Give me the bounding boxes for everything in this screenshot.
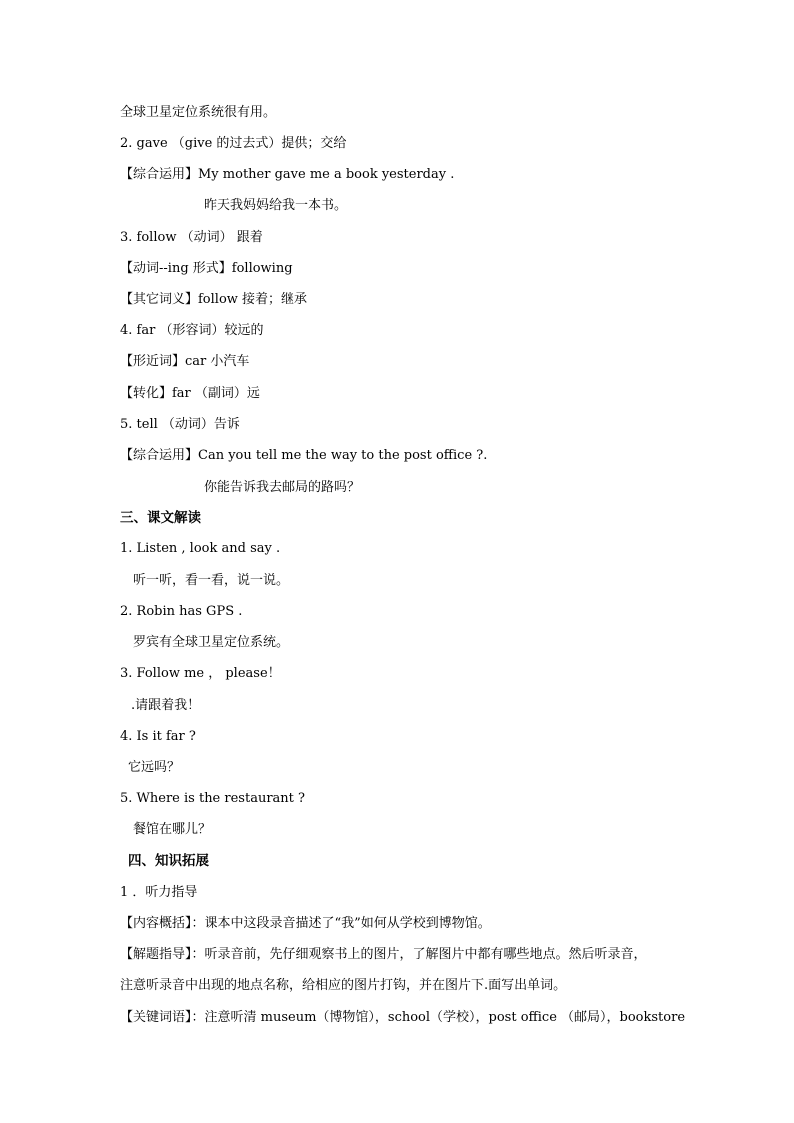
- subsection-heading-listening: 1 ．听力指导: [120, 885, 198, 900]
- vocab-item-follow: 3. follow （动词） 跟着: [120, 230, 263, 245]
- sentence-line: 1. Listen , look and say .: [120, 541, 281, 556]
- sentence-line: 2. Robin has GPS .: [120, 604, 243, 619]
- vocab-item-tell: 5. tell （动词）告诉: [120, 417, 240, 432]
- translation-line: 昨天我妈妈给我一本书。: [204, 198, 348, 213]
- solving-guide-line: 【解题指导】：听录音前，先仔细观察书上的图片，了解图片中都有哪些地点。然后听录音，: [120, 947, 647, 962]
- conversion-line: 【转化】far （副词）远: [120, 386, 260, 401]
- translation-line: 餐馆在哪儿？: [133, 822, 212, 837]
- section-heading-text-reading: 三、课文解读: [120, 510, 201, 526]
- translation-line: 它远吗？: [128, 760, 181, 775]
- sentence-line: 4. Is it far ?: [120, 729, 196, 744]
- vocab-item-far: 4. far （形容词）较远的: [120, 323, 264, 338]
- ing-form-line: 【动词--ing 形式】following: [120, 261, 293, 276]
- translation-line: 你能告诉我去邮局的路吗？: [204, 480, 361, 495]
- text-line: 全球卫星定位系统很有用。: [120, 105, 277, 120]
- sentence-line: 3. Follow me ， please！: [120, 666, 281, 681]
- section-heading-knowledge-extension: 四、知识拓展: [128, 853, 209, 869]
- content-summary-line: 【内容概括】：课本中这段录音描述了“我”如何从学校到博物馆。: [120, 916, 491, 931]
- translation-line: 罗宾有全球卫星定位系统。: [133, 635, 290, 650]
- key-words-line: 【关键词语】：注意听清 museum（博物馆），school（学校），post office （邮局），bookstore: [120, 1010, 686, 1025]
- other-meaning-line: 【其它词义】follow 接着；继承: [120, 292, 308, 307]
- translation-line: 听一听，看一看，说一说。: [133, 573, 290, 588]
- solving-guide-continuation: 注意听录音中出现的地点名称，给相应的图片打钩，并在图片下.面写出单词。: [120, 978, 567, 993]
- similar-word-line: 【形近词】car 小汽车: [120, 354, 250, 369]
- usage-line: 【综合运用】Can you tell me the way to the post office ?.: [120, 448, 488, 463]
- usage-line: 【综合运用】My mother gave me a book yesterday .: [120, 167, 455, 182]
- translation-line: .请跟着我！: [131, 698, 201, 713]
- sentence-line: 5. Where is the restaurant ?: [120, 791, 305, 806]
- vocab-item-gave: 2. gave （give 的过去式）提供；交给: [120, 136, 347, 151]
